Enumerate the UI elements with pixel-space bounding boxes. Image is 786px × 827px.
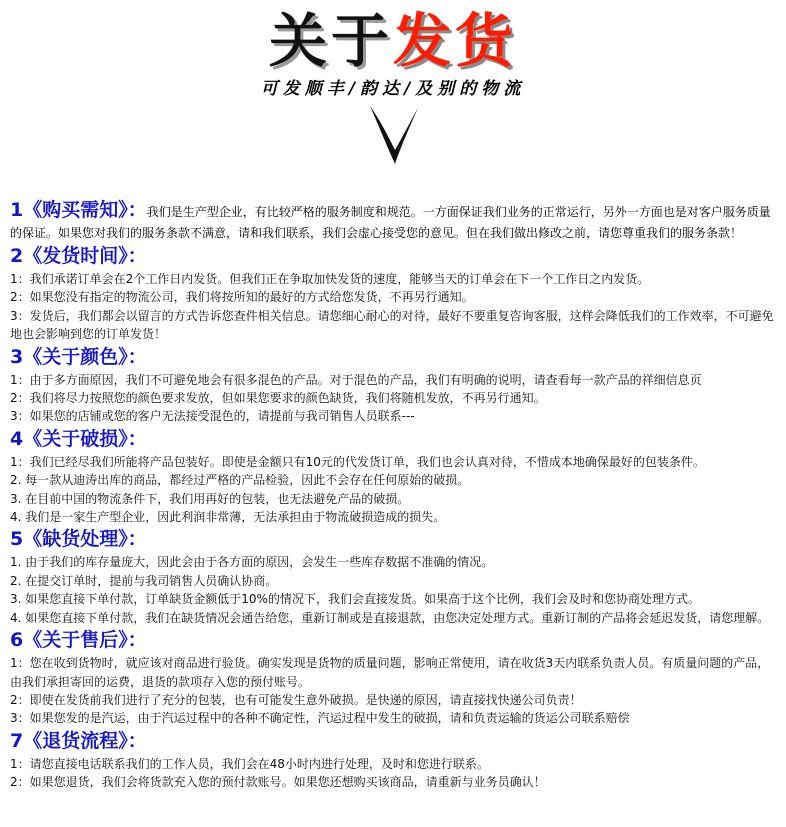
section-line: 3. 在目前中国的物流条件下，我们用再好的包装，也无法避免产品的破损。 xyxy=(10,491,410,506)
section-color xyxy=(10,344,778,426)
section-body xyxy=(10,197,778,243)
section-line: 2：如果您没有指定的物流公司，我们将按所知的最好的方式给您发货，不再另行通知。 xyxy=(10,290,474,305)
section-line: 1：请您直接电话联系我们的工作人员，我们会在48小时内进行处理，及时和您进行联系。 xyxy=(10,756,489,771)
section-line: 2：我们将尽力按照您的颜色要求发放，但如果您要求的颜色缺货，我们将随机发放，不再另行通知。 xyxy=(10,391,546,406)
title-red-part: 发货 xyxy=(393,7,518,75)
section-line: 1. 由于我们的库存量庞大，因此会由于各方面的原因，会发生一些库存数据不准确的情况。 xyxy=(10,555,494,570)
page-title xyxy=(0,4,786,78)
section-heading: 3《关于颜色》： xyxy=(10,345,147,368)
header-banner xyxy=(0,0,786,190)
section-heading: 2《发货时间》： xyxy=(10,245,147,267)
section-line: 4. 如果您直接下单付款，我们在缺货情况会通告给您，重新订制或是直接退款，由您决定处理方式。重新订制的产品将会延迟发货，请您理解。 xyxy=(10,610,770,625)
section-line: 4. 我们是一家生产型企业，因此利润非常薄，无法承担由于物流破损造成的损失。 xyxy=(10,510,446,525)
section-line: 2：即使在发货前我们进行了充分的包装，也有可能发生意外破损。是快递的原因，请直接找快递公司负责！ xyxy=(10,692,582,707)
section-purchase-notice xyxy=(10,197,778,243)
section-heading: 5《缺货处理》： xyxy=(10,528,147,551)
section-line: 1：由于多方面原因，我们不可避免地会有很多混色的产品。对于混色的产品，我们有明确的说明，请查看每一款产品的祥细信息页 xyxy=(10,372,702,387)
section-line: 3：如果您发的是汽运，由于汽运过程中的各种不确定性，汽运过程中发生的破损，请和负责运输的货运公司联系赔偿 xyxy=(10,711,630,726)
section-line: 3：发货后，我们都会以留言的方式告诉您查件相关信息。请您细心耐心的对待，最好不要重复咨询客服，这样会降低我们的工作效率，不可避免地也会影响到您的订单发货！ xyxy=(10,308,774,342)
shipping-info-content xyxy=(10,197,778,792)
section-heading: 4《关于破损》： xyxy=(10,427,147,450)
page-subtitle: 可发顺丰/韵达/及别的物流 xyxy=(260,79,526,99)
section-damage xyxy=(10,426,778,527)
section-line: 1：我们已经尽我们所能将产品包装好。即使是金额只有10元的代发货订单，我们也会认真对待，不惜成本地确保最好的包装条件。 xyxy=(10,454,705,469)
section-line: 2. 在提交订单时，提前与我司销售人员确认协商。 xyxy=(10,573,278,588)
section-out-of-stock xyxy=(10,526,778,627)
title-black-part: 关于 xyxy=(268,7,393,75)
section-heading: 7《退货流程》： xyxy=(10,729,147,752)
section-line: 2. 每一款从迪涛出库的商品，都经过严格的产品检验，因此不会存在任何原始的破损。 xyxy=(10,473,470,488)
section-line: 1：您在收到货物时，就应该对商品进行验货。确实发现是货物的质量问题，影响正常使用，请在收货3天内联系负责人员。有质量问题的产品，由我们承担寄回的运费，退货的款项存入您的预付账号。 xyxy=(10,656,770,689)
chevron-down-icon xyxy=(368,104,420,166)
section-line: 1：我们承诺订单会在2个工作日内发货。但我们正在争取加快发货的速度，能够当天的订单会在下一个工作日之内发货。 xyxy=(10,272,650,286)
section-line: 3：如果您的店铺或您的客户无法接受混色的，请提前与我司销售人员联系--- xyxy=(10,409,415,424)
section-heading: 1《购买需知》： xyxy=(10,199,147,221)
section-line: 2：如果您退货，我们会将货款充入您的预付款账号。如果您还想购买该商品，请重新与业务员确认！ xyxy=(10,775,546,790)
section-heading: 6《关于售后》： xyxy=(10,629,147,652)
section-line: 我们是生产型企业，有比较严格的服务制度和规范。一方面保证我们业务的正常运行，另外一方面也是对客户服务质量的保证。如果您对我们的服务条款不满意，请和我们联系，我们会虚心接受您的意见。但在我们做出修改之前，请您尊重我们的服务条款！ xyxy=(10,205,771,240)
section-shipping-time xyxy=(10,243,778,344)
section-line: 3. 如果您直接下单付款，订单缺货金额低于10%的情况下，我们会直接发货。如果高于这个比例，我们会及时和您协商处理方式。 xyxy=(10,592,700,607)
section-return-process xyxy=(10,728,778,792)
section-after-sales xyxy=(10,627,778,728)
